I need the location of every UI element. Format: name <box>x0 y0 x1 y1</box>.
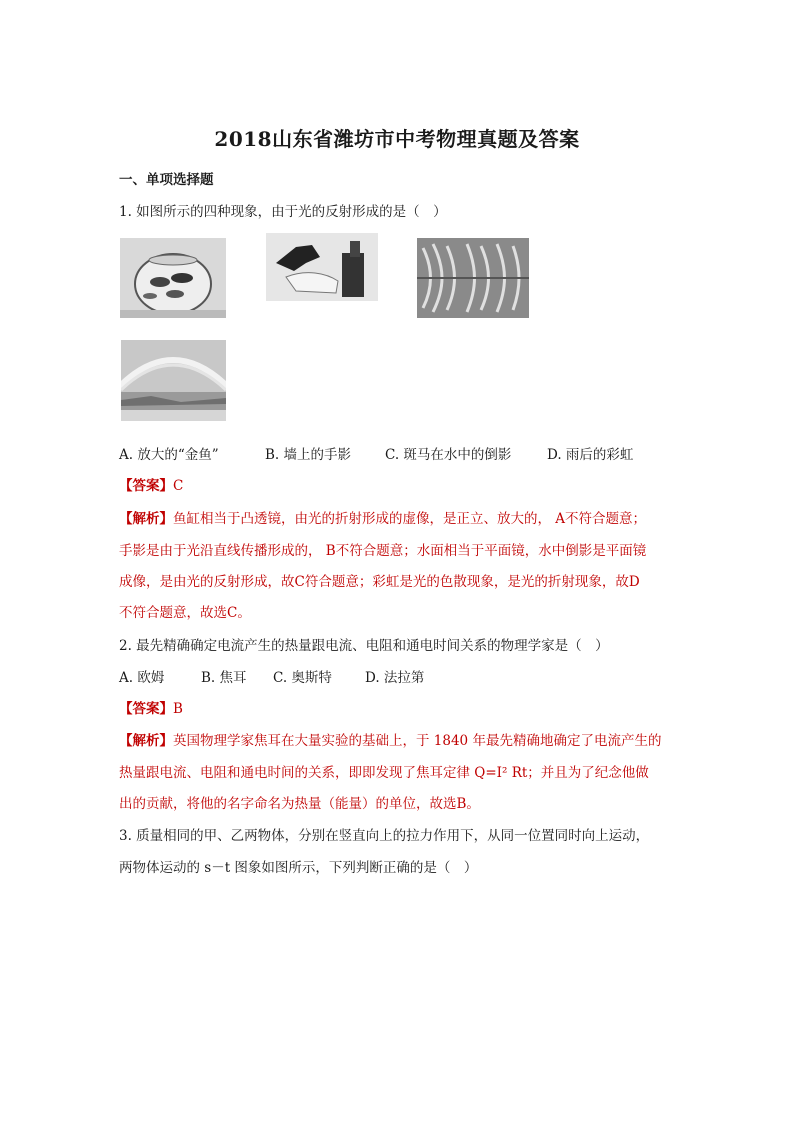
analysis-line: 出的贡献，将他的名字命名为热量（能量）的单位，故选B。 <box>119 796 480 812</box>
page-title: 2018山东省潍坊市中考物理真题及答案 <box>214 127 580 151</box>
answer-value: C <box>173 478 184 494</box>
analysis-line: 不符合题意，故选C。 <box>119 605 251 621</box>
option-d: D. 法拉第 <box>365 670 425 686</box>
option-b: B. 焦耳 <box>201 670 247 686</box>
goldfish-bowl-image <box>120 238 226 318</box>
option-d: D. 雨后的彩虹 <box>547 447 634 463</box>
hand-shadow-image <box>266 233 378 301</box>
question-1-options <box>119 443 633 463</box>
rainbow-image <box>121 340 226 421</box>
question-1-answer <box>119 474 183 494</box>
option-c: C. 奥斯特 <box>273 670 332 686</box>
analysis-line: 成像，是由光的反射形成，故C符合题意；彩虹是光的色散现象，是光的折射现象，故D <box>119 574 640 590</box>
option-a: A. 欧姆 <box>119 670 165 686</box>
analysis-line: 手影是由于光沿直线传播形成的， B不符合题意；水面相当于平面镜，水中倒影是平面镜 <box>119 543 647 559</box>
section-heading: 一、单项选择题 <box>119 172 214 188</box>
analysis-line: 鱼缸相当于凸透镜，由光的折射形成的虚像，是正立、放大的， A不符合题意； <box>173 511 647 527</box>
question-1-stem: 1. 如图所示的四种现象，由于光的反射形成的是（ ） <box>119 204 447 220</box>
answer-tag: 【答案】 <box>119 701 173 717</box>
option-b: B. 墙上的手影 <box>265 447 352 463</box>
option-a: A. 放大的“金鱼” <box>119 447 219 463</box>
answer-tag: 【答案】 <box>119 478 173 494</box>
question-3-stem-line: 两物体运动的 s－t 图象如图所示，下列判断正确的是（ ） <box>119 860 478 876</box>
zebra-reflection-image <box>417 238 529 318</box>
question-1-analysis <box>119 507 646 527</box>
question-3-stem-line: 3. 质量相同的甲、乙两物体，分别在竖直向上的拉力作用下，从同一位置同时向上运动， <box>119 828 650 844</box>
analysis-tag: 【解析】 <box>119 733 173 749</box>
analysis-line: 英国物理学家焦耳在大量实验的基础上，于 1840 年最先精确地确定了电流产生的 <box>173 733 662 749</box>
question-2-answer <box>119 697 183 717</box>
option-c: C. 斑马在水中的倒影 <box>385 447 512 463</box>
question-2-stem: 2. 最先精确确定电流产生的热量跟电流、电阻和通电时间关系的物理学家是（ ） <box>119 638 609 654</box>
analysis-line: 热量跟电流、电阻和通电时间的关系，即即发现了焦耳定律 Q=I² Rt；并且为了纪念他做 <box>119 765 649 781</box>
answer-value: B <box>173 701 183 717</box>
analysis-tag: 【解析】 <box>119 511 173 527</box>
question-2-analysis <box>119 729 661 749</box>
question-2-options <box>119 666 424 686</box>
